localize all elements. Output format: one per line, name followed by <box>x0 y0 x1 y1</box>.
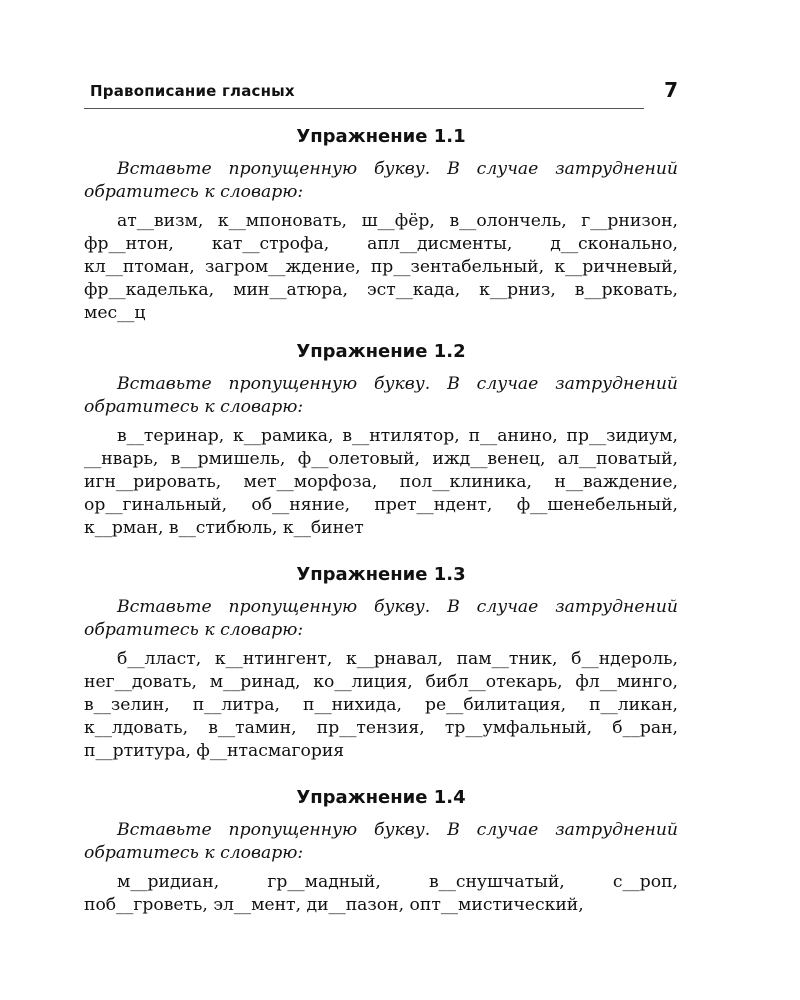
exercise-words: в__теринар, к__рамика, в__нтилятор, п__анино, пр__зидиум, __нварь, в__рмишель, ф__олетовый, ижд__венец, ал__поватый, игн__рировать, мет__морфоза, пол__клиника, н__важдение, ор__гинальный, об__няние, прет__ндент, ф__шенебельный, к__рман, в__стибюль, к__бинет <box>84 426 678 538</box>
exercise-instruction: Вставьте пропущенную букву. В случае затруднений обратитесь к словарю: <box>84 374 678 417</box>
running-title: Правописание гласных <box>90 82 295 100</box>
exercise-title: Упражнение 1.1 <box>296 126 466 147</box>
exercise-1-1 <box>84 122 678 325</box>
exercise-words: б__лласт, к__нтингент, к__рнавал, пам__тник, б__ндероль, нег__довать, м__ринад, ко__лиция, библ__отекарь, фл__минго, в__зелин, п__литра, п__нихида, ре__билитация, п__ликан, к__лдовать, в__тамин, пр__тензия, тр__умфальный, б__ран, п__ртитура, ф__нтасмагория <box>84 649 678 761</box>
exercise-1-4 <box>84 783 678 917</box>
exercise-title: Упражнение 1.2 <box>296 341 466 362</box>
exercise-instruction: Вставьте пропущенную букву. В случае затруднений обратитесь к словарю: <box>84 159 678 202</box>
header-rule <box>84 108 644 109</box>
exercise-title: Упражнение 1.4 <box>296 787 466 808</box>
exercise-instruction: Вставьте пропущенную букву. В случае затруднений обратитесь к словарю: <box>84 820 678 863</box>
exercise-instruction: Вставьте пропущенную букву. В случае затруднений обратитесь к словарю: <box>84 597 678 640</box>
exercise-1-2 <box>84 337 678 540</box>
exercise-words: ат__визм, к__мпоновать, ш__фёр, в__олончель, г__рнизон, фр__нтон, кат__строфа, апл__дисменты, д__сконально, кл__птоман, загром__ждение, пр__зентабельный, к__ричневый, фр__каделька, мин__атюра, эст__када, к__рниз, в__рковать, мес__ц <box>84 211 678 323</box>
exercise-words: м__ридиан, гр__мадный, в__снушчатый, с__роп, поб__гроветь, эл__мент, ди__пазон, опт__мистический, <box>84 872 678 915</box>
exercise-title: Упражнение 1.3 <box>296 564 466 585</box>
book-page <box>84 76 678 917</box>
exercise-1-3 <box>84 560 678 763</box>
page-number: 7 <box>664 78 678 102</box>
running-header <box>84 76 678 108</box>
